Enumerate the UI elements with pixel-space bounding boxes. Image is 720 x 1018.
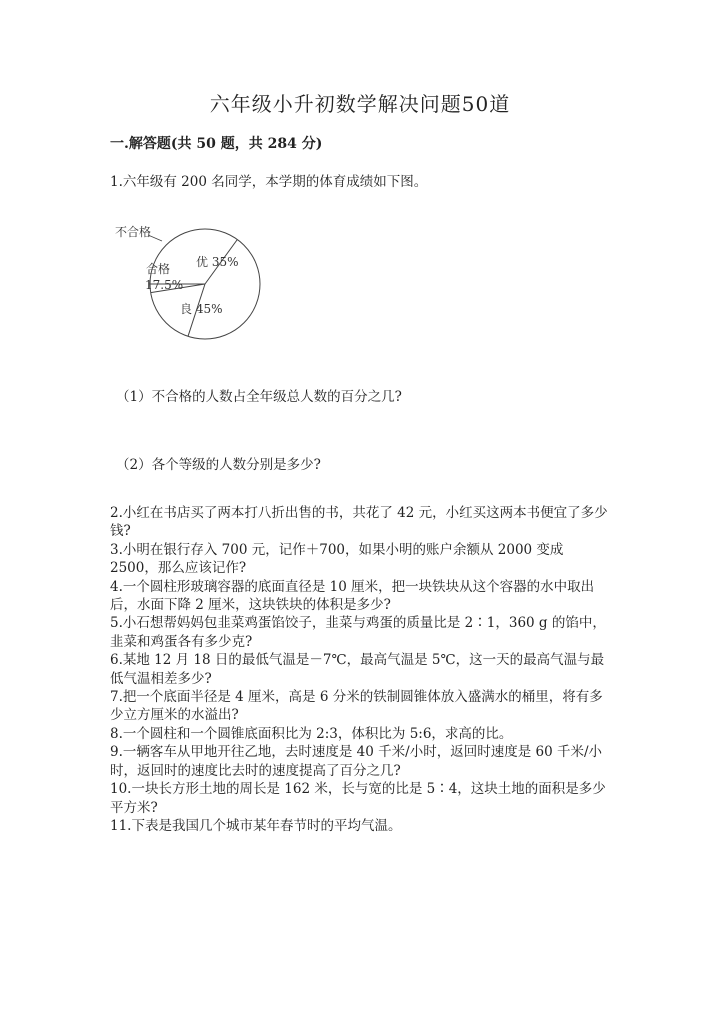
question-item: 10.一块长方形土地的周长是 162 米，长与宽的比是 5∶4，这块土地的面积是多少平方米? <box>110 781 606 816</box>
question-item: 3.小明在银行存入 700 元，记作＋700，如果小明的账户余额从 2000 变成 2500，那么应该记作? <box>110 541 564 577</box>
question-1-sub-1: （1）不合格的人数占全年级总人数的百分之几? <box>116 389 402 405</box>
question-item: 11.下表是我国几个城市某年春节时的平均气温。 <box>110 817 402 834</box>
slice-label-pass-percent: 17.5% <box>145 278 184 292</box>
slice-label-fail: 不合格 <box>115 225 152 239</box>
question-item: 2.小红在书店买了两本打八折出售的书，共花了 42 元，小红买这两本书便宜了多少钱? <box>110 505 608 540</box>
slice-label-good: 良 45% <box>180 302 223 316</box>
question-item: 8.一个圆柱和一个圆锥底面积比为 2:3，体积比为 5:6，求高的比。 <box>110 725 513 742</box>
pie-chart-svg <box>110 215 270 345</box>
question-item: 6.某地 12 月 18 日的最低气温是－7℃，最高气温是 5℃，这一天的最高气温与最低气温相差多少? <box>110 652 605 687</box>
question-item: 9.一辆客车从甲地开往乙地，去时速度是 40 千米/小时，返回时速度是 60 千米/小时，返回时的速度比去时的速度提高了百分之几? <box>110 744 602 779</box>
question-1-text: 1.六年级有 200 名同学，本学期的体育成绩如下图。 <box>110 174 428 190</box>
question-item: 4.一个圆柱形玻璃容器的底面直径是 10 厘米，把一块铁块从这个容器的水中取出后，水面下降 2 厘米，这块铁块的体积是多少? <box>110 578 595 614</box>
question-item: 7.把一个底面半径是 4 厘米，高是 6 分米的铁制圆锥体放入盛满水的桶里，将有多少立方厘米的水溢出? <box>110 689 603 724</box>
question-list <box>110 504 610 835</box>
slice-label-excellent: 优 35% <box>196 255 239 269</box>
question-item: 5.小石想帮妈妈包韭菜鸡蛋馅饺子，韭菜与鸡蛋的质量比是 2∶1，360 g 的馅中，韭菜和鸡蛋各有多少克? <box>110 615 606 650</box>
slice-label-pass: 合格 <box>146 262 171 276</box>
page-title: 六年级小升初数学解决问题50道 <box>209 92 511 116</box>
question-1-sub-2: （2）各个等级的人数分别是多少? <box>116 457 321 473</box>
section-heading: 一.解答题(共 50 题，共 284 分) <box>110 136 323 152</box>
pie-chart <box>110 215 270 345</box>
